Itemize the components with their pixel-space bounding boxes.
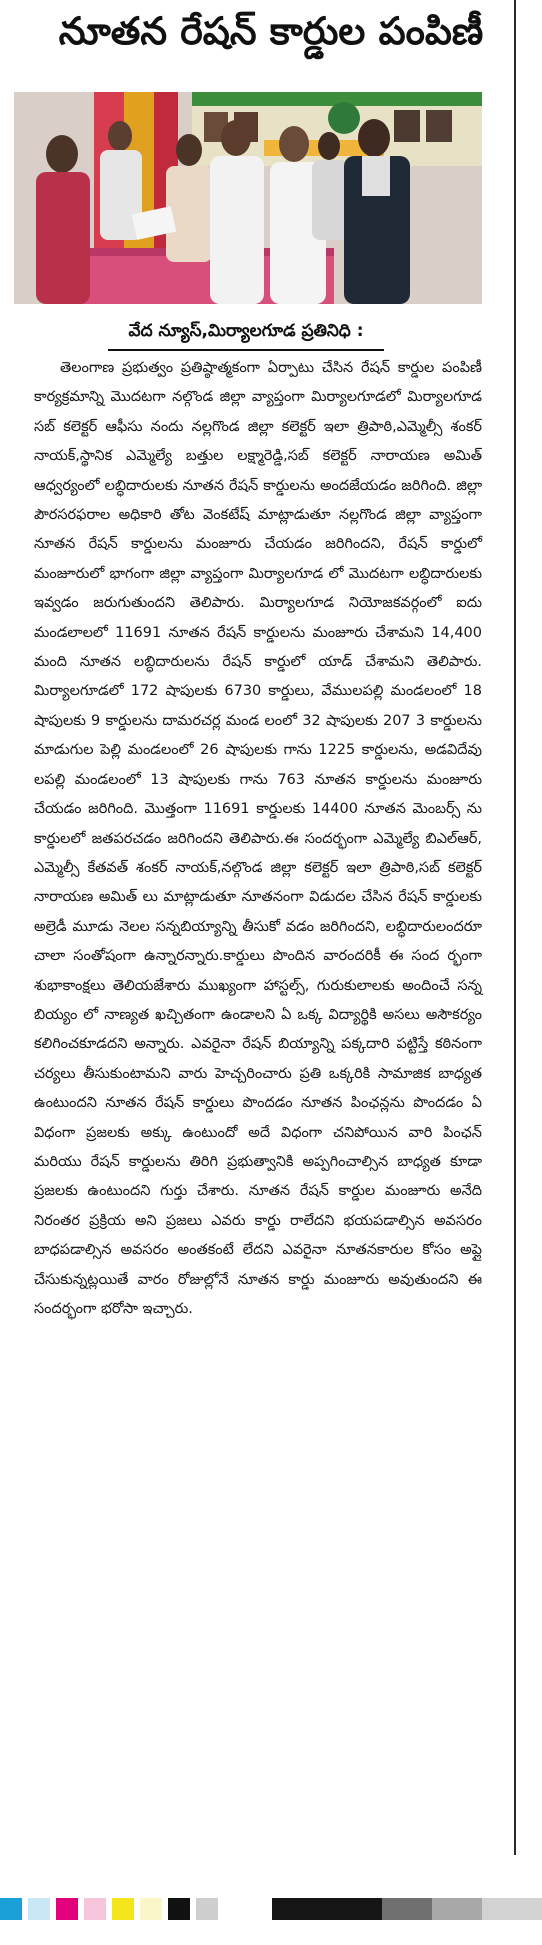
pale-gray-bar bbox=[482, 1898, 542, 1920]
light-magenta-swatch bbox=[84, 1898, 106, 1920]
yellow-swatch bbox=[112, 1898, 134, 1920]
photo-illustration bbox=[14, 92, 482, 304]
print-color-bar bbox=[0, 1898, 542, 1920]
byline: వేద న్యూస్,మిర్యాలగూడ ప్రతినిధి : bbox=[108, 317, 384, 351]
black-swatch bbox=[168, 1898, 190, 1920]
cyan-swatch bbox=[0, 1898, 22, 1920]
mid-gray-bar bbox=[432, 1898, 482, 1920]
solid-black-bar bbox=[272, 1898, 382, 1920]
article-photo bbox=[14, 92, 482, 304]
light-cyan-swatch bbox=[28, 1898, 50, 1920]
headline: నూతన రేషన్ కార్డుల పంపిణీ bbox=[58, 9, 484, 53]
light-gray-swatch bbox=[196, 1898, 218, 1920]
magenta-swatch bbox=[56, 1898, 78, 1920]
dark-gray-bar bbox=[382, 1898, 432, 1920]
column-rule bbox=[514, 0, 516, 1855]
light-yellow-swatch bbox=[140, 1898, 162, 1920]
white-swatch bbox=[224, 1898, 268, 1920]
article-body: తెలంగాణ ప్రభుత్వం ప్రతిష్ఠాత్మకంగా ఏర్పాటు చేసిన రేషన్ కార్డుల పంపిణీ కార్యక్రమాన్ని మొదటగా నల్గొండ జిల్లా వ్యాప్తంగా మిర్యాలగూడలో మిర్యాలగూడ సబ్ కలెక్టర్ ఆఫీసు నందు నల్లగొండ జిల్లా కలెక్టర్ ఇలా త్రిపాఠి,ఎమ్మెల్సీ శంకర్ నాయక్,స్థానిక ఎమ్మెల్యే బత్తుల లక్ష్మారెడ్డి,సబ్ కలెక్టర్ నారాయణ అమిత్ ఆధ్వర్యంలో లబ్ధిదారులకు నూతన రేషన్ కార్డులను అందజేయడం జరిగింది. జిల్లా పౌరసరఫరాల అధికారి తోట వెంకటేష్ మాట్లాడుతూ నల్లగొండ జిల్లా వ్యాప్తంగా నూతన రేషన్ కార్డులను మంజూరు చేయడం జరిగిందని, రేషన్ కార్డులో మంజూరులో భాగంగా జిల్లా వ్యాప్తంగా మిర్యాలగూడ లో మొదటగా లబ్ధిదారులకు ఇవ్వడం జరుగుతుందని తెలిపారు. మిర్యాలగూడ నియోజకవర్గంలో ఐదు మండలాలలో 11691 నూతన రేషన్ కార్డులను మంజూరు చేశామని 14,400 మంది నూతన లబ్ధిదారులను రేషన్ కార్డులో యాడ్ చేశామని తెలిపారు. మిర్యాలగూడలో 172 షాపులకు 6730 కార్డులు, వేములపల్లి మండలంలో 18 షాపులకు 9 కార్డులను దామరచర్ల మండ లంలో 32 షాపులకు 207 3 కార్డులను మాడుగుల పెల్లి మండలంలో 26 షాపులకు గాను 1225 కార్డులను, అడవిదేవు లపల్లి మండలంలో 13 షాపులకు గాను 763 నూతన కార్డులను మంజూరు చేయడం జరిగింది. మొత్తంగా 11691 కార్డులకు 14400 నూతన మెంబర్స్ ను కార్డులలో జతపరచడం జరిగిందని తెలిపారు.ఈ సందర్భంగా ఎమ్మెల్యే బిఎల్ఆర్, ఎమ్మెల్సీ కేతవత్ శంకర్ నాయక్,నల్గొండ జిల్లా కలెక్టర్ ఇలా త్రిపాఠి,సబ్ కలెక్టర్ నారాయణ అమిత్ లు మాట్లాడుతూ నూతనంగా విడుదల చేసిన రేషన్ కార్డులకు అల్రెడీ మూడు నెలల సన్నబియ్యాన్ని తీసుకో వడం జరిగిందని, లబ్ధిదారులందరూ చాలా సంతోషంగా ఉన్నారన్నారు.కార్డులు పొందిన వారందరికీ ఈ సంద ర్భంగా శుభాకాంక్షలు తెలియజేశారు ముఖ్యంగా హాస్టల్స్, గురుకులాలకు అందించే సన్న బియ్యం లో నాణ్యత ఖచ్చితంగా ఉండాలని ఏ ఒక్క విద్యార్థికి అసలు అసౌకర్యం కలిగించకూడదని అన్నారు. ఎవరైనా రేషన్ బియ్యాన్ని పక్కదారి పట్టిస్తే కఠినంగా చర్యలు తీసుకుంటామని వారు హెచ్చరించారు ప్రతి ఒక్కరికి సామాజిక బాధ్యత ఉంటుందని నూతన రేషన్ కార్డులు పొందడం నూతన పింఛన్లను పొందడం ఏ విధంగా ప్రజలకు అక్కు ఉంటుందో అదే విధంగా చనిపోయిన వారి పింఛన్ మరియు రేషన్ కార్డులను తిరిగి ప్రభుత్వానికి అప్పగించాల్సిన బాధ్యత కూడా ప్రజలకు ఉంటుందని గుర్తు చేశారు. నూతన రేషన్ కార్డుల మంజూరు అనేది నిరంతర ప్రక్రియ అని ప్రజలు ఎవరు కార్డు రాలేదని భయపడాల్సిన అవసరం బాధపడాల్సిన అవసరం అంతకంటే లేదని ఎవరైనా నూతనకారుల కోసం అప్లై చేసుకున్నట్లయితే వారం రోజుల్లోనే నూతన కార్డు మంజూరు అవుతుందని ఈ సందర్భంగా భరోసా ఇచ్చారు. bbox=[34, 360, 482, 1317]
